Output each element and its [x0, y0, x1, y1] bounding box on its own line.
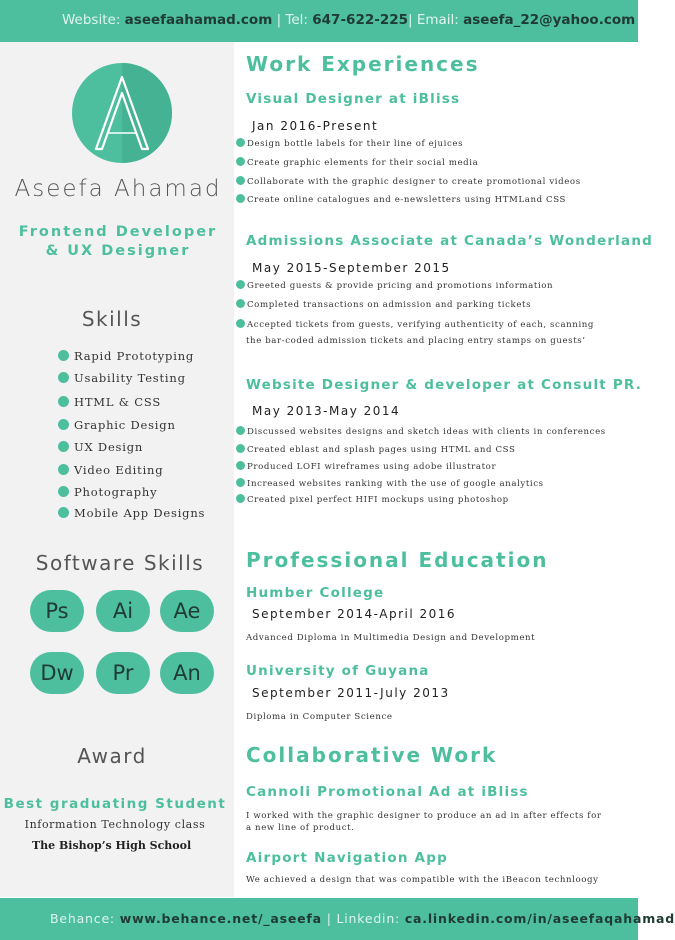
job-bullet-text: Created eblast and splash pages using HTML and CSS [247, 445, 516, 455]
tel-label: | Tel: [276, 12, 308, 28]
school-name: University of Guyana [246, 663, 430, 679]
job-title: Visual Designer at iBliss [246, 91, 461, 107]
bullet-dot-icon [58, 441, 69, 452]
job-bullet [236, 138, 463, 149]
job-bullet [236, 426, 606, 437]
project-line: a new line of product. [246, 823, 355, 833]
job-bullet [236, 176, 581, 187]
software-badge-an: An [160, 652, 214, 694]
job-bullet-text: Collaborate with the graphic designer to create promotional videos [247, 177, 581, 187]
bullet-dot-icon [58, 507, 69, 518]
bullet-dot-icon [236, 299, 245, 308]
skill-item [58, 506, 205, 520]
skill-item [58, 371, 186, 385]
bullet-dot-icon [236, 494, 245, 503]
job-date: Jan 2016-Present [252, 119, 379, 133]
linkedin-link[interactable]: ca.linkedin.com/in/aseefaqahamad [404, 911, 675, 926]
website-label: Website: [62, 12, 121, 28]
bullet-dot-icon [58, 372, 69, 383]
skill-label: Usability Testing [74, 371, 186, 385]
job-bullet-text: Completed transactions on admission and parking tickets [247, 300, 532, 310]
bullet-dot-icon [58, 486, 69, 497]
bullet-dot-icon [58, 419, 69, 430]
job-bullet [236, 444, 515, 455]
software-badge-pr: Pr [96, 652, 150, 694]
school-name: Humber College [246, 585, 385, 601]
software-badge-ps: Ps [30, 590, 84, 632]
skills-title: Skills [81, 307, 143, 331]
award-title: Award [77, 744, 147, 768]
contact-line [62, 12, 635, 28]
bullet-dot-icon [236, 426, 245, 435]
skill-label: Video Editing [74, 463, 164, 477]
skill-label: Mobile App Designs [74, 506, 206, 520]
job-bullet-continuation: the bar-coded admission tickets and placing entry stamps on guests’ [246, 336, 586, 346]
bullet-dot-icon [236, 157, 245, 166]
job-bullet-text: Create online catalogues and e-newsletters using HTMLand CSS [247, 195, 567, 205]
footer-line [50, 911, 675, 926]
job-bullet-text: Greeted guests & provide pricing and promotions information [247, 281, 554, 291]
project-line: I worked with the graphic designer to produce an ad in after effects for [246, 811, 602, 821]
software-badge-ae: Ae [160, 590, 214, 632]
skill-item [58, 485, 157, 499]
job-title: Admissions Associate at Canada’s Wonderland [246, 233, 653, 249]
software-badge-dw: Dw [30, 652, 84, 694]
profile-role-line1: Frontend Developer [18, 224, 218, 240]
job-bullet-text: Increased websites ranking with the use of google analytics [247, 479, 544, 489]
bullet-dot-icon [58, 350, 69, 361]
project-name: Cannoli Promotional Ad at iBliss [246, 784, 529, 800]
job-bullet-text: Created pixel perfect HIFI mockups using photoshop [247, 495, 509, 505]
bullet-dot-icon [236, 478, 245, 487]
bullet-dot-icon [236, 444, 245, 453]
job-bullet [236, 194, 566, 205]
school-detail: Diploma in Computer Science [246, 712, 393, 722]
footer-bar [0, 898, 675, 940]
job-bullet [236, 319, 594, 330]
skill-item [58, 440, 143, 454]
school-detail: Advanced Diploma in Multimedia Design and Development [246, 633, 536, 643]
skill-label: UX Design [74, 440, 144, 454]
skill-item [58, 463, 163, 477]
school-date: September 2011-July 2013 [252, 686, 450, 700]
bullet-dot-icon [236, 194, 245, 203]
contact-bar [0, 0, 638, 42]
job-bullet [236, 157, 478, 168]
job-bullet-text: Design bottle labels for their line of ejuices [247, 139, 464, 149]
project-name: Airport Navigation App [246, 850, 448, 866]
email-link[interactable]: aseefa_22@yahoo.com [463, 12, 636, 28]
software-title: Software Skills [35, 551, 205, 575]
project-line: We achieved a design that was compatible with the iBeacon technloogy [246, 875, 599, 885]
bullet-dot-icon [236, 280, 245, 289]
skill-label: Graphic Design [74, 418, 176, 432]
award-school: The Bishop’s High School [32, 839, 192, 852]
profile-role-line2: & UX Designer [45, 243, 191, 259]
job-bullet [236, 280, 553, 291]
letter-a-icon [72, 63, 172, 163]
award-detail: Information Technology class [24, 818, 206, 831]
bullet-dot-icon [236, 319, 245, 328]
bullet-dot-icon [236, 461, 245, 470]
skill-item [58, 395, 161, 409]
job-date: May 2013-May 2014 [252, 404, 401, 418]
job-bullet-text: Discussed websites designs and sketch ideas with clients in conferences [247, 427, 606, 437]
bullet-dot-icon [58, 464, 69, 475]
collab-title: Collaborative Work [246, 743, 498, 767]
behance-link[interactable]: www.behance.net/_aseefa [119, 911, 322, 926]
job-date: May 2015-September 2015 [252, 261, 451, 275]
profile-name: Aseefa Ahamad [14, 176, 222, 202]
job-bullet-text: Produced LOFI wireframes using adobe illustrator [247, 462, 497, 472]
job-bullet [236, 299, 531, 310]
job-bullet-text: Create graphic elements for their social media [247, 158, 479, 168]
software-badge-ai: Ai [96, 590, 150, 632]
email-label: | Email: [408, 12, 459, 28]
skill-label: Rapid Prototyping [74, 349, 195, 363]
skill-label: Photography [74, 485, 158, 499]
award-name: Best graduating Student [3, 796, 227, 812]
job-bullet [236, 478, 544, 489]
job-title: Website Designer & developer at Consult PR. [246, 377, 643, 393]
work-title: Work Experiences [246, 52, 480, 76]
job-bullet [236, 494, 509, 505]
skill-item [58, 418, 176, 432]
education-title: Professional Education [246, 548, 549, 572]
website-link[interactable]: aseefaahamad.com [124, 12, 273, 28]
skill-label: HTML & CSS [74, 395, 162, 409]
job-bullet [236, 461, 496, 472]
linkedin-label: | Linkedin: [326, 911, 401, 926]
skill-item [58, 349, 194, 363]
bullet-dot-icon [236, 176, 245, 185]
bullet-dot-icon [58, 396, 69, 407]
school-date: September 2014-April 2016 [252, 607, 457, 621]
behance-label: Behance: [50, 911, 115, 926]
tel-value[interactable]: 647-622-225 [312, 12, 409, 28]
job-bullet-text: Accepted tickets from guests, verifying authenticity of each, scanning [247, 320, 595, 330]
bullet-dot-icon [236, 138, 245, 147]
